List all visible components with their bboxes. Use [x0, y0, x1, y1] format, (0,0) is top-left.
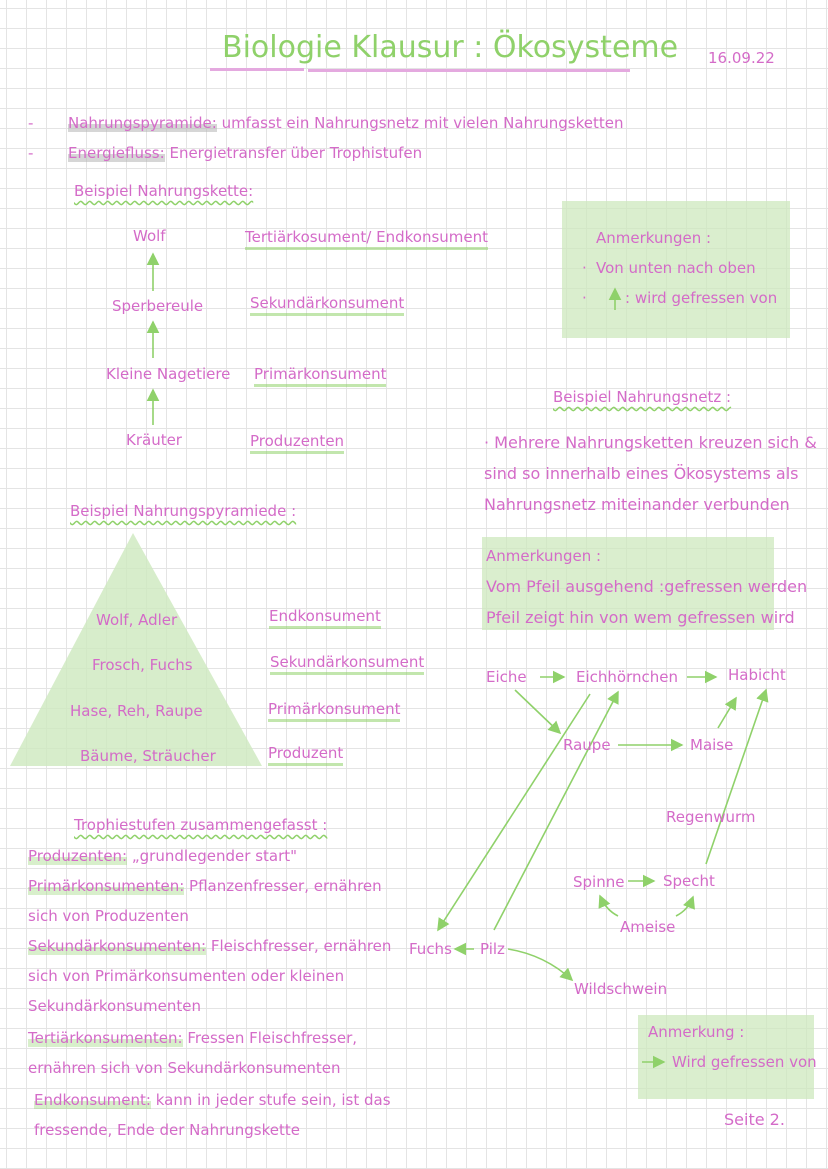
arrow-ameise-specht: [676, 897, 693, 916]
node-maise: Maise: [690, 736, 734, 754]
definition-nahrungspyramide: Nahrungspyramide: umfasst ein Nahrungsnetz mit vielen Nahrungsketten: [68, 114, 624, 132]
pyramid-role-2: Sekundärkonsument: [270, 652, 424, 672]
pyramid-role-3: Primärkonsument: [268, 699, 400, 719]
node-regenwurm: Regenwurm: [666, 808, 756, 826]
summary-endkonsument: Endkonsument: kann in jeder stufe sein, ist das: [34, 1091, 391, 1109]
arrow-eichhoernchen-fuchs: [438, 694, 590, 930]
chain-notes-title: Anmerkungen :: [596, 229, 712, 247]
node-eichhoernchen: Eichhörnchen: [576, 668, 678, 686]
net-notes-title: Anmerkungen :: [486, 547, 602, 565]
node-pilz: Pilz: [480, 940, 505, 958]
node-eiche: Eiche: [486, 668, 527, 686]
date: 16.09.22: [708, 49, 775, 67]
summary-heading: Trophiestufen zusammengefasst :: [74, 816, 328, 834]
chain-role-produzenten: Produzenten: [250, 431, 344, 451]
node-raupe: Raupe: [563, 736, 611, 754]
legend-text: Wird gefressen von: [672, 1053, 817, 1071]
arrow-pilz-wildschwein: [508, 949, 572, 980]
node-habicht: Habicht: [728, 666, 786, 684]
definition-bullet-2: -: [28, 144, 34, 162]
pyramid-role-1: Endkonsument: [269, 606, 381, 626]
node-spinne: Spinne: [573, 873, 625, 891]
chain-notes-bullet-1: ·: [582, 259, 587, 277]
pyramid-heading: Beispiel Nahrungspyramiede :: [70, 502, 297, 520]
chain-organism-wolf: Wolf: [133, 227, 166, 245]
definition-energiefluss: Energiefluss: Energietransfer über Trophistufen: [68, 144, 423, 162]
chain-notes-line-1: Von unten nach oben: [596, 259, 756, 277]
summary-tertiaer-line-2: ernähren sich von Sekundärkonsumenten: [28, 1059, 341, 1077]
page-number: Seite 2.: [724, 1110, 785, 1129]
net-text-line-3: Nahrungsnetz miteinander verbunden: [484, 495, 790, 514]
arrow-maise-habicht: [718, 698, 736, 728]
net-text-line-1: · Mehrere Nahrungsketten kreuzen sich &: [484, 433, 817, 452]
net-heading: Beispiel Nahrungsnetz :: [553, 388, 732, 406]
summary-produzenten: Produzenten: „grundlegender start": [28, 847, 298, 865]
chain-organism-nagetiere: Kleine Nagetiere: [106, 365, 231, 383]
definition-bullet-1: -: [28, 114, 34, 132]
summary-primaer: Primärkonsumenten: Pflanzenfresser, ernähren: [28, 877, 382, 895]
chain-notes-bullet-2: ·: [582, 289, 587, 307]
pyramid-role-4: Produzent: [268, 743, 343, 763]
summary-sekundaer: Sekundärkonsumenten: Fleischfresser, ernähren: [28, 937, 392, 955]
chain-organism-kraeuter: Kräuter: [126, 431, 182, 449]
legend-title: Anmerkung :: [648, 1023, 745, 1041]
arrow-specht-habicht: [706, 690, 766, 864]
summary-endkonsument-line-2: fressende, Ende der Nahrungskette: [34, 1121, 300, 1139]
chain-role-tertiaer: Tertiärkosument/ Endkonsument: [245, 227, 488, 247]
arrow-pilz-eichhoernchen: [494, 692, 618, 930]
summary-sekundaer-line-2: sich von Primärkonsumenten oder kleinen: [28, 967, 345, 985]
node-ameise: Ameise: [620, 918, 676, 936]
net-notes-line-2: Pfeil zeigt hin von wem gefressen wird: [486, 608, 795, 627]
node-wildschwein: Wildschwein: [574, 980, 668, 998]
pyramid-organisms-1: Wolf, Adler: [96, 611, 178, 629]
chain-organism-sperbereule: Sperbereule: [112, 297, 204, 315]
chain-heading: Beispiel Nahrungskette:: [74, 182, 254, 200]
chain-role-sekundaer: Sekundärkonsument: [250, 293, 404, 313]
arrow-ameise-spinne: [600, 896, 618, 916]
summary-tertiaer: Tertiärkonsumenten: Fressen Fleischfresser,: [28, 1029, 358, 1047]
chain-notes-line-2: : wird gefressen von: [625, 289, 778, 307]
node-specht: Specht: [663, 872, 715, 890]
pyramid-organisms-3: Hase, Reh, Raupe: [70, 702, 203, 720]
summary-primaer-line-2: sich von Produzenten: [28, 907, 189, 925]
arrow-eiche-raupe: [515, 690, 560, 733]
net-text-line-2: sind so innerhalb eines Ökosystems als: [484, 464, 799, 483]
chain-role-primaer: Primärkonsument: [254, 364, 386, 384]
summary-sekundaer-line-3: Sekundärkonsumenten: [28, 997, 201, 1015]
pyramid-organisms-2: Frosch, Fuchs: [92, 656, 193, 674]
page-title: Biologie Klausur : Ökosysteme: [222, 30, 679, 65]
net-notes-line-1: Vom Pfeil ausgehend :gefressen werden: [486, 577, 808, 596]
pyramid-organisms-4: Bäume, Sträucher: [80, 747, 216, 765]
node-fuchs: Fuchs: [409, 940, 452, 958]
